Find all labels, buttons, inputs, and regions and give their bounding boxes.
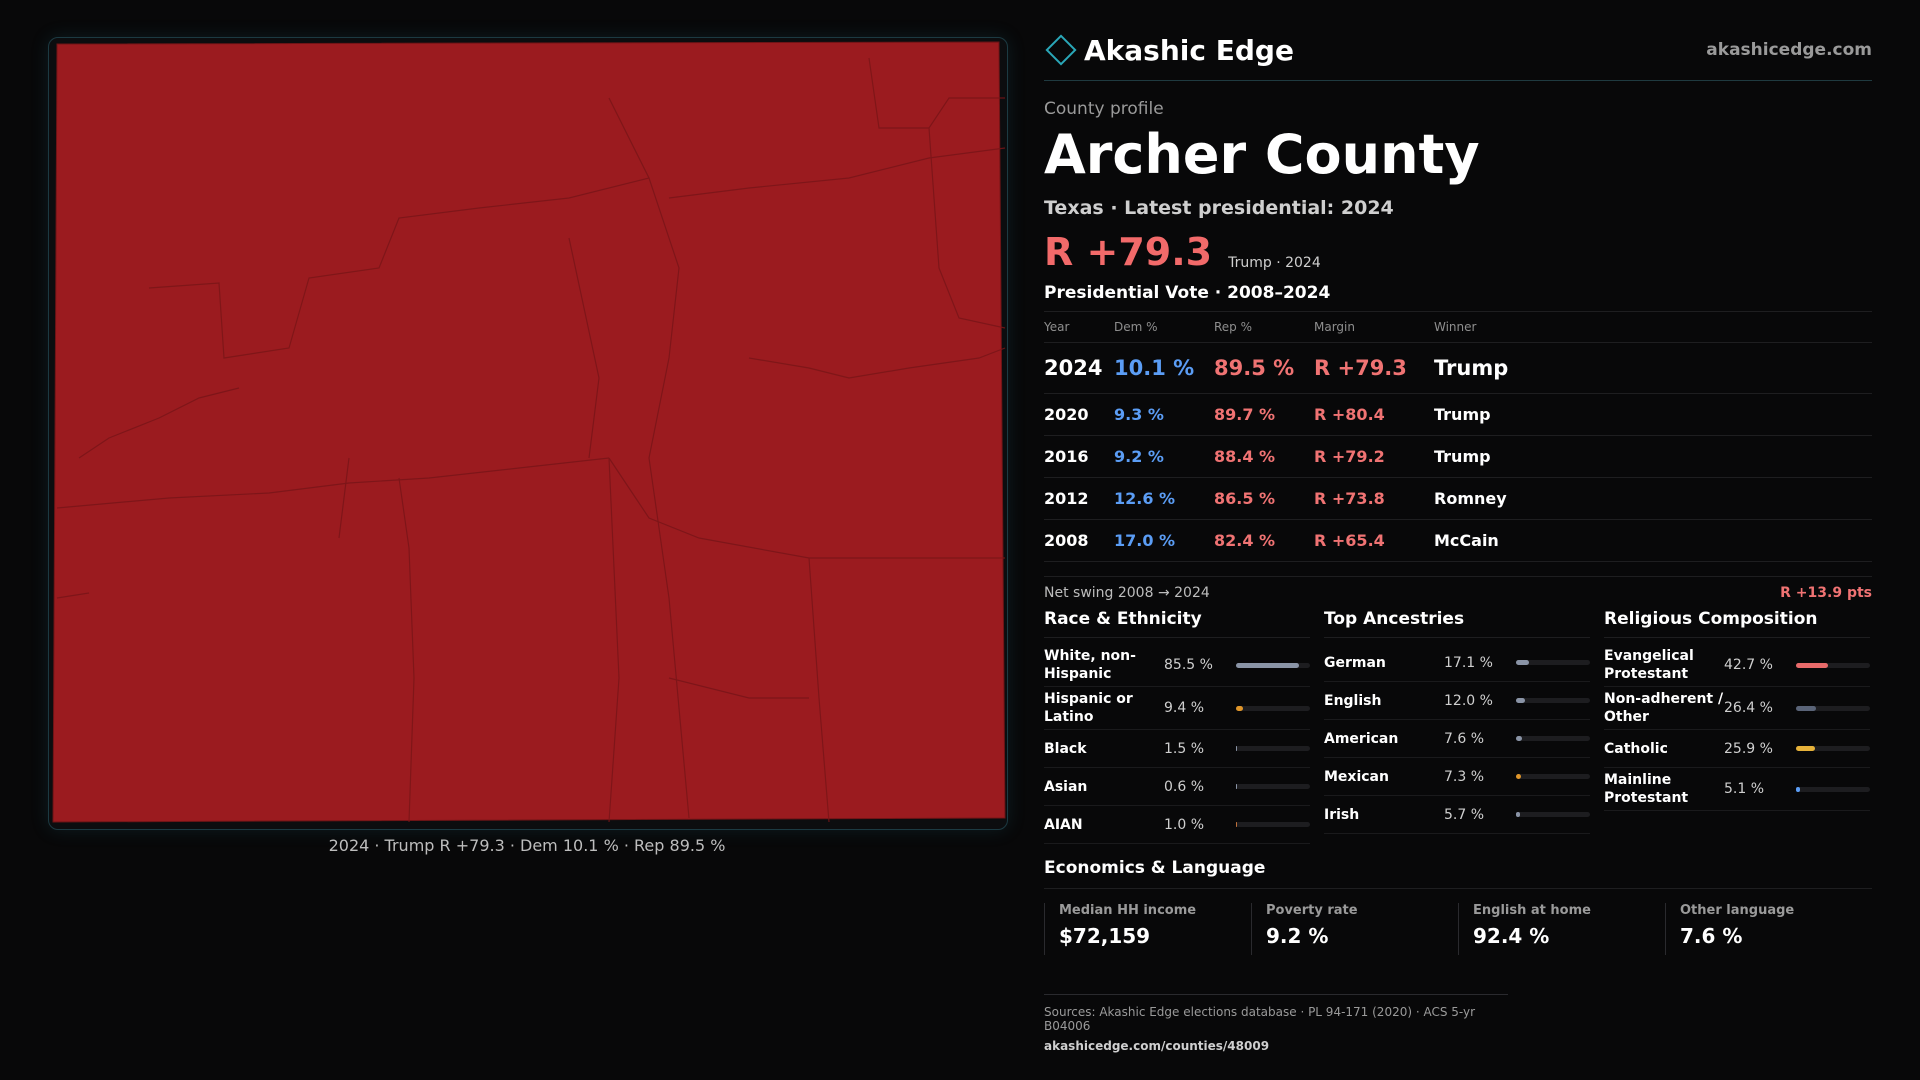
religion-bar-track — [1796, 787, 1870, 792]
table-row — [1044, 394, 1872, 436]
religion-label: Mainline Protestant — [1604, 772, 1689, 806]
cell-margin: R +80.4 — [1314, 394, 1434, 436]
race-row — [1044, 806, 1310, 844]
cell-year: 2016 — [1044, 436, 1114, 478]
religion-bar-fill — [1796, 663, 1828, 668]
brand-site-link[interactable]: akashicedge.com — [1706, 40, 1872, 60]
votes-table — [1044, 311, 1872, 562]
cell-rep: 82.4 % — [1214, 520, 1314, 562]
religion-row — [1604, 687, 1870, 730]
ancestry-percent: 12.0 % — [1444, 692, 1493, 709]
religion-bar-fill — [1796, 706, 1816, 711]
race-bar-track — [1236, 706, 1310, 711]
brand-diamond-icon — [1045, 34, 1076, 65]
religion-percent: 5.1 % — [1724, 781, 1765, 797]
sources-text: Sources: Akashic Edge elections database · PL 94-171 (2020) · ACS 5-yr B04006 — [1044, 1005, 1476, 1033]
net-swing — [1044, 576, 1872, 601]
ancestry-bar-track — [1516, 774, 1590, 779]
stat-median-income — [1044, 903, 1251, 955]
cell-year: 2020 — [1044, 394, 1114, 436]
race-percent: 85.5 % — [1164, 657, 1213, 673]
religion-bar-fill — [1796, 746, 1815, 751]
race-row — [1044, 644, 1310, 687]
cell-margin: R +73.8 — [1314, 478, 1434, 520]
race-bar-fill — [1236, 822, 1237, 827]
race-label: Black — [1044, 740, 1087, 757]
county-map-svg — [49, 38, 1007, 829]
cell-margin: R +65.4 — [1314, 520, 1434, 562]
stat-value: $72,159 — [1059, 924, 1151, 948]
race-label: Asian — [1044, 778, 1088, 795]
cell-rep: 89.7 % — [1214, 394, 1314, 436]
cell-winner: Trump — [1434, 394, 1872, 436]
cell-margin: R +79.3 — [1314, 343, 1434, 394]
ancestry-bar-track — [1516, 698, 1590, 703]
cell-rep: 86.5 % — [1214, 478, 1314, 520]
col-dem: Dem % — [1114, 312, 1214, 343]
col-year: Year — [1044, 312, 1114, 343]
religion-bar-track — [1796, 663, 1870, 668]
votes-header-row — [1044, 312, 1872, 343]
stat-poverty-rate — [1251, 903, 1458, 955]
demographics-columns — [1044, 609, 1872, 844]
religion-label: Catholic — [1604, 740, 1668, 757]
cell-dem: 9.2 % — [1114, 436, 1214, 478]
ancestry-bar-fill — [1516, 736, 1522, 741]
ancestry-row — [1324, 758, 1590, 796]
ancestry-heading: Top Ancestries — [1324, 609, 1590, 638]
race-bar-track — [1236, 784, 1310, 789]
cell-year: 2024 — [1044, 343, 1114, 394]
ancestry-row — [1324, 682, 1590, 720]
race-heading: Race & Ethnicity — [1044, 609, 1310, 638]
religion-label: Evangelical Protestant — [1604, 648, 1694, 682]
race-percent: 1.0 % — [1164, 816, 1205, 833]
race-bar-track — [1236, 746, 1310, 751]
ancestry-bar-fill — [1516, 812, 1520, 817]
race-label: White, non-Hispanic — [1044, 648, 1136, 682]
race-bar-track — [1236, 663, 1310, 668]
cell-dem: 12.6 % — [1114, 478, 1214, 520]
stat-english-at-home — [1458, 903, 1665, 955]
cell-rep: 89.5 % — [1214, 343, 1314, 394]
brand-header — [1044, 30, 1872, 81]
margin-note: Trump · 2024 — [1228, 255, 1321, 271]
religion-row — [1604, 768, 1870, 811]
cell-winner: Trump — [1434, 343, 1872, 394]
cell-dem: 17.0 % — [1114, 520, 1214, 562]
race-bar-fill — [1236, 706, 1243, 711]
race-label: AIAN — [1044, 816, 1083, 833]
religion-heading: Religious Composition — [1604, 609, 1870, 638]
ancestry-row — [1324, 720, 1590, 758]
margin-summary — [1044, 231, 1872, 273]
brand-name: Akashic Edge — [1084, 33, 1294, 67]
ancestry-section — [1324, 609, 1590, 844]
ancestry-bar-fill — [1516, 774, 1521, 779]
net-swing-value: R +13.9 pts — [1780, 585, 1872, 601]
ancestry-bar-fill — [1516, 698, 1525, 703]
stat-value: 9.2 % — [1266, 924, 1329, 948]
religion-percent: 42.7 % — [1724, 657, 1773, 673]
table-row — [1044, 478, 1872, 520]
ancestry-label: Mexican — [1324, 768, 1389, 785]
margin-value: R +79.3 — [1044, 230, 1213, 274]
ancestry-row — [1324, 644, 1590, 682]
race-row — [1044, 687, 1310, 730]
religion-bar-fill — [1796, 787, 1800, 792]
race-label: Hispanic or Latino — [1044, 691, 1133, 725]
religion-label: Non-adherent / Other — [1604, 691, 1724, 725]
cell-winner: Trump — [1434, 436, 1872, 478]
cell-rep: 88.4 % — [1214, 436, 1314, 478]
race-percent: 9.4 % — [1164, 700, 1205, 716]
stat-other-language — [1665, 903, 1872, 955]
stat-label: Poverty rate — [1266, 903, 1358, 918]
cell-year: 2012 — [1044, 478, 1114, 520]
cell-winner: Romney — [1434, 478, 1872, 520]
stat-value: 92.4 % — [1473, 924, 1550, 948]
stat-label: Other language — [1680, 903, 1795, 918]
stat-value: 7.6 % — [1680, 924, 1743, 948]
economics-heading: Economics & Language — [1044, 858, 1872, 889]
cell-dem: 10.1 % — [1114, 343, 1214, 394]
table-row — [1044, 436, 1872, 478]
religion-percent: 26.4 % — [1724, 700, 1773, 716]
page-title: Archer County — [1044, 123, 1480, 186]
ancestry-row — [1324, 796, 1590, 834]
cell-dem: 9.3 % — [1114, 394, 1214, 436]
cell-margin: R +79.2 — [1314, 436, 1434, 478]
race-section — [1044, 609, 1310, 844]
stat-label: English at home — [1473, 903, 1591, 918]
ancestry-bar-track — [1516, 812, 1590, 817]
religion-section — [1604, 609, 1870, 844]
religion-bar-track — [1796, 746, 1870, 751]
page-subtitle: Texas · Latest presidential: 2024 — [1044, 197, 1394, 219]
race-row — [1044, 768, 1310, 806]
votes-heading: Presidential Vote · 2008–2024 — [1044, 283, 1331, 303]
race-percent: 1.5 % — [1164, 740, 1205, 757]
ancestry-label: German — [1324, 654, 1386, 671]
ancestry-bar-track — [1516, 660, 1590, 665]
col-winner: Winner — [1434, 312, 1872, 343]
ancestry-percent: 17.1 % — [1444, 654, 1493, 671]
table-row — [1044, 520, 1872, 562]
ancestry-label: American — [1324, 730, 1399, 747]
net-swing-label: Net swing 2008 → 2024 — [1044, 585, 1210, 601]
ancestry-percent: 7.3 % — [1444, 768, 1485, 785]
col-margin: Margin — [1314, 312, 1434, 343]
table-row — [1044, 343, 1872, 394]
ancestry-bar-track — [1516, 736, 1590, 741]
race-row — [1044, 730, 1310, 768]
religion-bar-track — [1796, 706, 1870, 711]
county-map[interactable] — [48, 37, 1008, 830]
race-percent: 0.6 % — [1164, 778, 1205, 795]
county-shape — [53, 42, 1005, 822]
religion-row — [1604, 730, 1870, 768]
map-caption: 2024 · Trump R +79.3 · Dem 10.1 % · Rep 89.5 % — [328, 836, 726, 855]
ancestry-bar-fill — [1516, 660, 1529, 665]
cell-winner: McCain — [1434, 520, 1872, 562]
economics-stats — [1044, 903, 1872, 955]
ancestry-percent: 5.7 % — [1444, 806, 1485, 823]
cell-year: 2008 — [1044, 520, 1114, 562]
county-profile-panel — [1044, 30, 1872, 955]
religion-percent: 25.9 % — [1724, 740, 1773, 757]
ancestry-label: Irish — [1324, 806, 1360, 823]
race-bar-fill — [1236, 746, 1237, 751]
sources-url-link[interactable]: akashicedge.com/counties/48009 — [1044, 1039, 1270, 1053]
ancestry-percent: 7.6 % — [1444, 730, 1485, 747]
sources-footer — [1044, 994, 1508, 1053]
race-bar-fill — [1236, 663, 1299, 668]
col-rep: Rep % — [1214, 312, 1314, 343]
stat-label: Median HH income — [1059, 903, 1197, 918]
ancestry-label: English — [1324, 692, 1382, 709]
race-bar-track — [1236, 822, 1310, 827]
profile-eyebrow: County profile — [1044, 99, 1164, 119]
religion-row — [1604, 644, 1870, 687]
